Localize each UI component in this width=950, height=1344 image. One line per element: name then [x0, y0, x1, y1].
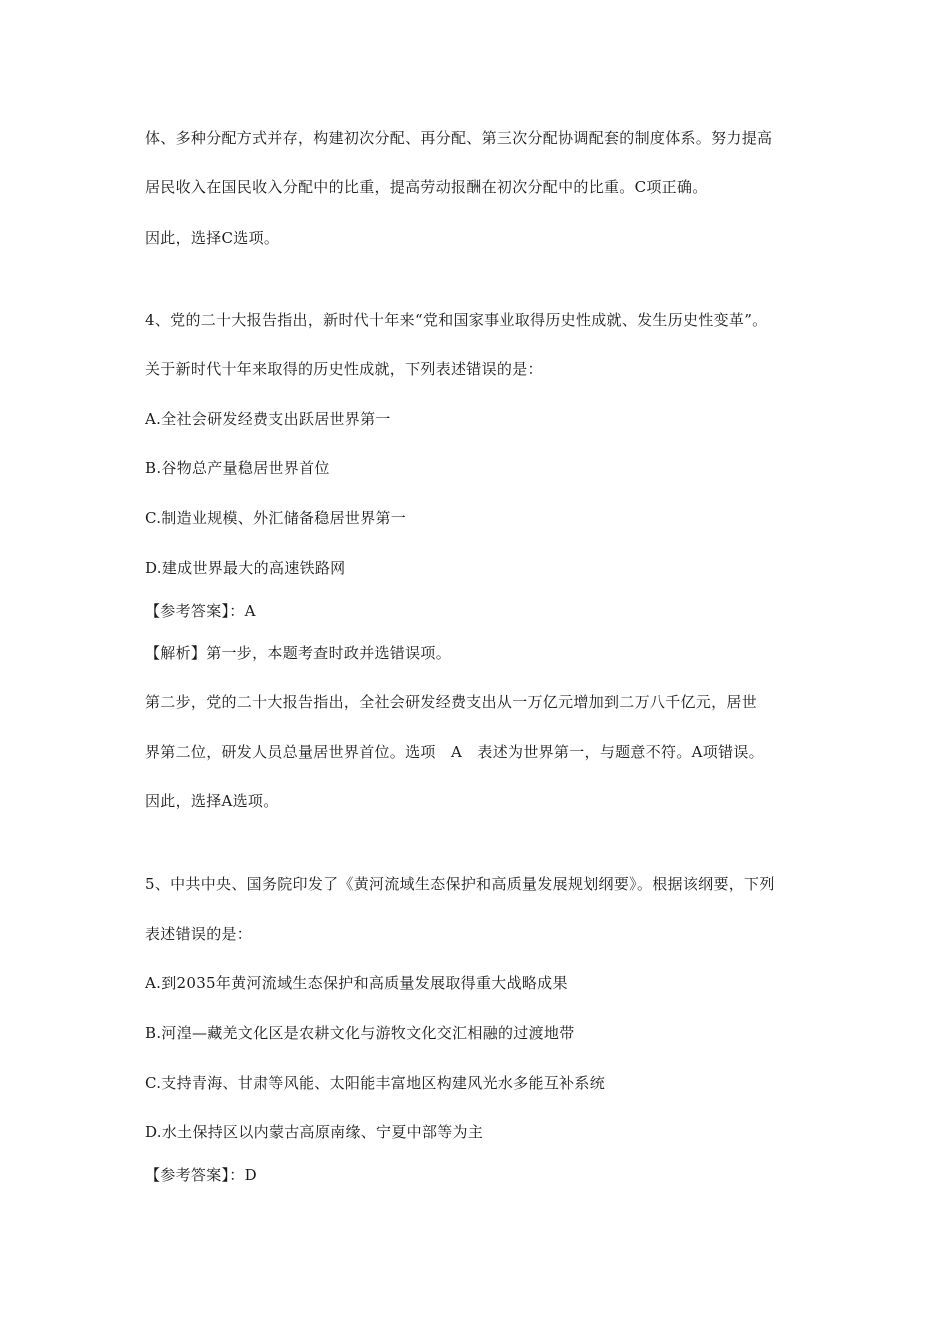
- question-4-option-c: C.制造业规模、外汇储备稳居世界第一: [145, 509, 407, 527]
- text-line: 体、多种分配方式并存，构建初次分配、再分配、第三次分配协调配套的制度体系。努力提高: [145, 129, 773, 147]
- question-4-option-d: D.建成世界最大的高速铁路网: [145, 559, 346, 577]
- question-4-analysis: 【解析】第一步，本题考查时政并选错误项。: [145, 644, 452, 662]
- question-4-answer: 【参考答案】：A: [145, 602, 256, 620]
- question-4-stem-cont: 关于新时代十年来取得的历史性成就，下列表述错误的是：: [145, 360, 543, 378]
- question-4-analysis-step2-cont: 界第二位，研发人员总量居世界首位。选项 A 表述为世界第一，与题意不符。A项错误。: [145, 743, 764, 761]
- question-4-stem: 4、党的二十大报告指出，新时代十年来“党和国家事业取得历史性成就、发生历史性变革”。: [145, 311, 768, 329]
- question-4-conclusion: 因此，选择A选项。: [145, 792, 279, 810]
- text-line: 居民收入在国民收入分配中的比重，提高劳动报酬在初次分配中的比重。C项正确。: [145, 178, 708, 196]
- question-5-option-b: B.河湟—藏羌文化区是农耕文化与游牧文化交汇相融的过渡地带: [145, 1024, 575, 1042]
- question-5-option-c: C.支持青海、甘肃等风能、太阳能丰富地区构建风光水多能互补系统: [145, 1074, 606, 1092]
- question-5-option-a: A.到2035年黄河流域生态保护和高质量发展取得重大战略成果: [145, 974, 568, 992]
- text-line: 因此，选择C选项。: [145, 229, 280, 247]
- question-5-answer: 【参考答案】：D: [145, 1166, 257, 1184]
- question-4-option-a: A.全社会研发经费支出跃居世界第一: [145, 410, 391, 428]
- question-5-stem: 5、中共中央、国务院印发了《黄河流域生态保护和高质量发展规划纲要》。根据该纲要，下列: [145, 875, 775, 893]
- question-4-analysis-step2: 第二步，党的二十大报告指出，全社会研发经费支出从一万亿元增加到二万八千亿元，居世: [145, 693, 758, 711]
- question-5-option-d: D.水土保持区以内蒙古高原南缘、宁夏中部等为主: [145, 1123, 484, 1141]
- question-4-option-b: B.谷物总产量稳居世界首位: [145, 459, 330, 477]
- question-5-stem-cont: 表述错误的是：: [145, 925, 253, 943]
